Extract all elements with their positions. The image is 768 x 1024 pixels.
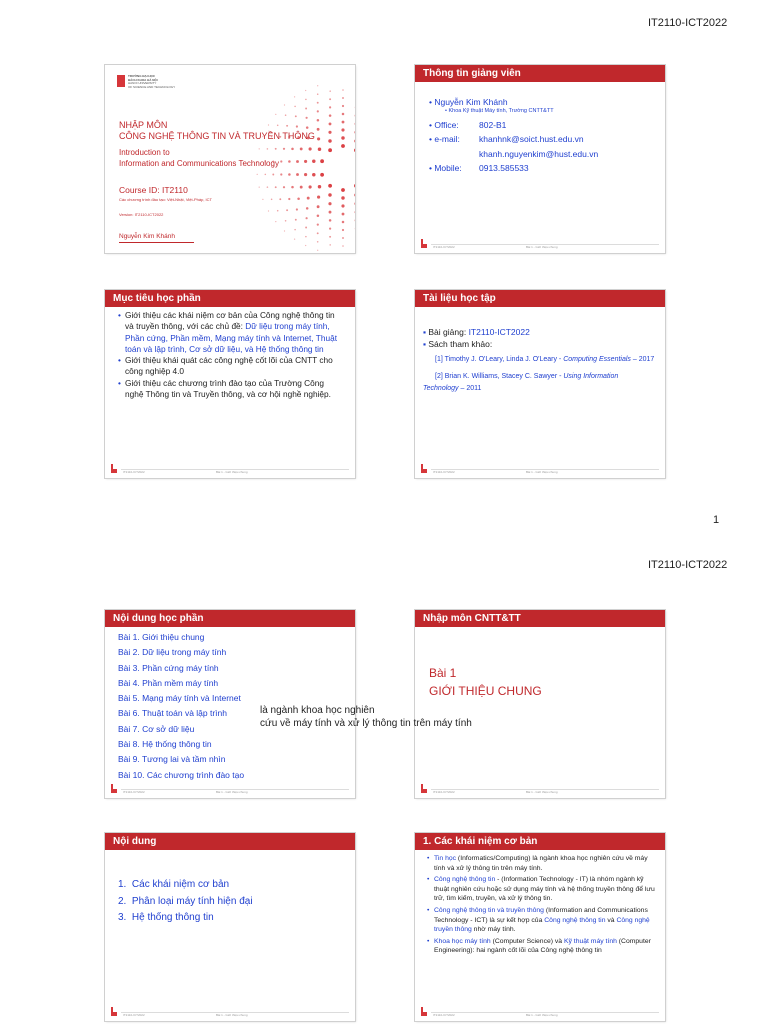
- office-value: 802-B1: [479, 119, 507, 130]
- lesson-item: Bài 10. Các chương trình đào tạo: [118, 769, 245, 780]
- decor-dot: [275, 186, 277, 188]
- ref-1-authors: [1] Timothy J. O'Leary, Linda J. O'Leary -: [435, 356, 564, 363]
- decor-dot: [305, 236, 307, 238]
- decor-dot: [305, 245, 306, 246]
- decor-dot: [354, 131, 355, 134]
- decor-dot: [286, 209, 288, 211]
- ref-1: [423, 354, 655, 367]
- overlay-line-2: cứu về máy tính và xử lý thông tin trên máy tính: [260, 718, 472, 729]
- outline-item-text: Các khái niệm cơ bản: [131, 879, 230, 890]
- decor-dot: [317, 196, 320, 199]
- lesson-item: Bài 7. Cơ sở dữ liệu: [118, 723, 195, 734]
- decor-dot: [318, 148, 321, 151]
- decor-dot: [329, 228, 331, 230]
- decor-dot: [296, 208, 298, 210]
- page-number: 1: [713, 514, 720, 526]
- decor-dot: [342, 89, 344, 91]
- lecture-row: ▪ Bài giảng: IT2110-ICT2022: [423, 327, 530, 337]
- concept-term: Công nghệ thông tin và truyền thông: [434, 906, 544, 914]
- decor-dot: [275, 114, 276, 115]
- slide-title-bar: [105, 833, 355, 850]
- objective-item: [125, 310, 343, 355]
- decor-dot: [341, 188, 345, 192]
- footer-course: IT2110-ICT2022: [433, 1013, 455, 1017]
- objective-text: Giới thiệu các khái niệm cơ bản của Công nghệ thông tin và truyền thông, với các chủ đề:: [125, 310, 335, 332]
- decor-dot: [328, 193, 331, 196]
- concept-term: Công nghệ truyền thông: [434, 916, 650, 934]
- concept-item: [434, 875, 658, 904]
- lesson-item: Bài 3. Phần cứng máy tính: [118, 662, 219, 673]
- decor-dot: [294, 96, 295, 97]
- slide-footer: [421, 785, 659, 793]
- concept-text: (Informatics/Computing) là ngành khoa học nghiên cứu về máy tính và xử lý thông tin trên máy tính.: [434, 855, 648, 872]
- decor-dot: [342, 221, 345, 224]
- decor-dot: [277, 125, 279, 127]
- decor-dot: [317, 205, 320, 208]
- mobile-label: Mobile:: [434, 163, 462, 173]
- footer-course: IT2110-ICT2022: [433, 790, 455, 794]
- decor-dot: [342, 121, 345, 124]
- refs-label: Sách tham khảo:: [428, 339, 493, 349]
- decor-dot: [320, 173, 324, 177]
- decor-dot: [280, 160, 282, 162]
- decor-dot: [329, 219, 332, 222]
- lesson-list: [118, 630, 244, 783]
- concept-item: [434, 906, 658, 935]
- logo-line: HANOI UNIVERSITY: [128, 81, 157, 86]
- decor-dot: [309, 147, 312, 150]
- decor-dot: [329, 122, 332, 125]
- decor-dot: [342, 213, 345, 216]
- decor-dot: [317, 215, 320, 218]
- decor-dot: [342, 105, 344, 107]
- decor-dot: [305, 227, 307, 229]
- slide-basic-concepts: [415, 833, 665, 1021]
- concept-term: Công nghệ thông tin: [434, 876, 496, 884]
- decor-dot: [306, 117, 308, 119]
- concept-term: Công nghệ thông tin: [544, 916, 606, 924]
- ref-1-title: Computing Essentials: [563, 356, 631, 363]
- footer-lesson: Bài 1 - Giới thiệu chung: [526, 470, 558, 474]
- decor-dot: [328, 131, 331, 134]
- decor-dot: [284, 230, 285, 231]
- decor-dot: [295, 219, 297, 221]
- concept-text: - (Information Technology - IT) là nhóm ngành kỹ thuật nghiên cứu hoặc sử dụng máy tính và hệ thống truyền thông để lưu trữ, tìm kiếm, truyền, và xử lý thông tin.: [434, 876, 655, 903]
- decor-dot: [329, 106, 331, 108]
- email-label: e-mail:: [434, 134, 460, 144]
- decor-dot: [318, 185, 321, 188]
- programs: Các chương trình đào tạo: Việt-Nhật, Việt-Pháp, ICT: [119, 197, 212, 202]
- decor-dot: [307, 197, 310, 200]
- lecturer-dept: • Khoa Kỹ thuật Máy tính, Trường CNTT&TT: [445, 107, 554, 114]
- footer-course: IT2110-ICT2022: [433, 245, 455, 249]
- decor-dot: [312, 160, 315, 163]
- footer-lesson: Bài 1 - Giới thiệu chung: [526, 245, 558, 249]
- outline-item: 2. Phân loại máy tính hiện đại: [118, 895, 253, 907]
- decor-dot: [259, 186, 260, 187]
- concepts-list: [434, 854, 658, 956]
- ref-2-year: – 2011: [458, 385, 482, 392]
- title-line-4: Information and Communications Technology: [119, 159, 279, 168]
- decor-dot: [275, 148, 277, 150]
- decor-dot: [305, 90, 306, 91]
- ref-2-title: Using Information Technology: [423, 372, 619, 392]
- decor-dot: [267, 148, 269, 150]
- decor-dot: [304, 160, 307, 163]
- outline-item: 3. Hệ thống thông tin: [118, 912, 214, 923]
- decor-dot: [317, 119, 320, 122]
- concept-text: (Computer Science) và: [490, 937, 564, 945]
- title-line-2: CÔNG NGHỆ THÔNG TIN VÀ TRUYỀN THÔNG: [119, 131, 315, 141]
- decor-dot: [304, 173, 307, 176]
- slide-title: Mục tiêu học phần: [113, 293, 201, 304]
- ref-1-year: – 2017: [630, 356, 655, 363]
- logo-line: OF SCIENCE AND TECHNOLOGY: [128, 84, 176, 89]
- decor-dot: [294, 106, 296, 108]
- ref-2-authors: [2] Brian K. Williams, Stacey C. Sawyer -: [435, 372, 564, 380]
- decor-dot: [280, 173, 282, 175]
- decor-dot: [328, 184, 332, 188]
- footer-lesson: Bài 1 - Giới thiệu chung: [216, 790, 248, 794]
- decor-dot: [296, 173, 299, 176]
- decor-dot: [275, 221, 276, 222]
- decor-dot: [279, 198, 281, 200]
- slide-title: Tài liệu học tập: [423, 293, 496, 304]
- decor-dot: [329, 244, 331, 246]
- decor-dot: [342, 113, 345, 116]
- slide-title: 1. Các khái niệm cơ bản: [423, 836, 538, 847]
- decor-dot: [283, 186, 285, 188]
- office-label: Office:: [434, 119, 459, 130]
- decor-dot: [306, 207, 309, 210]
- lecturer-info: [429, 95, 659, 176]
- decor-dot: [317, 224, 319, 226]
- decor-dot: [354, 139, 355, 142]
- decor-dot: [268, 210, 269, 211]
- footer-lesson: Bài 1 - Giới thiệu chung: [216, 1013, 248, 1017]
- slide-footer: [421, 1008, 659, 1016]
- title-line-1: NHẬP MÔN: [119, 120, 168, 130]
- decor-dot: [354, 184, 355, 188]
- decor-dot: [306, 126, 309, 129]
- decor-dot: [317, 85, 318, 86]
- decor-dot: [342, 245, 344, 247]
- email-value-2: khanh.nguyenkim@hust.edu.vn: [479, 148, 599, 159]
- author: Nguyễn Kim Khánh: [119, 233, 176, 240]
- lesson-item: Bài 1. Giới thiệu chung: [118, 632, 205, 642]
- outline-item-text: Phân loại máy tính hiện đại: [131, 895, 253, 907]
- decor-dot: [294, 238, 295, 239]
- decor-dot: [305, 108, 307, 110]
- mobile-row: • Mobile: 0913.585533: [429, 161, 659, 176]
- concept-text: (Computer Engineering): hai ngành cốt lõi của Công nghệ thông tin: [434, 937, 651, 955]
- decor-dot: [320, 159, 324, 163]
- decor-dot: [265, 174, 267, 176]
- decor-dot: [341, 136, 344, 139]
- decor-dot: [291, 148, 294, 151]
- objective-item: • Giới thiệu khái quát các công nghệ cốt lõi của CNTT cho công nghiệp 4.0: [125, 355, 343, 378]
- overlay-text: [260, 704, 472, 730]
- slide-title-bar: [415, 610, 665, 627]
- decor-dot: [328, 202, 331, 205]
- footer-lesson: Bài 1 - Giới thiệu chung: [526, 790, 558, 794]
- slide-title-bar: [105, 610, 355, 627]
- decor-dot: [297, 197, 300, 200]
- concept-text: và: [605, 916, 617, 924]
- mobile-value: 0913.585533: [479, 163, 529, 173]
- footer-course: IT2110-ICT2022: [123, 1013, 145, 1017]
- email-row: • e-mail: khanhnk@soict.hust.edu.vn: [429, 132, 659, 147]
- decor-dot: [341, 204, 344, 207]
- footer-course: IT2110-ICT2022: [123, 470, 145, 474]
- version: Version: IT2110-ICT2022: [119, 212, 164, 217]
- decor-dot: [268, 124, 269, 125]
- decor-dot: [296, 125, 298, 127]
- objective-topics: Dữ liệu trong máy tính, Phần cứng, Phần mềm, Mạng máy tính và Internet, Thuật toán và lập trình, Cơ sở dữ liệu, và Hệ thống thông tin: [125, 321, 338, 354]
- lesson-item: Bài 9. Tương lai và tầm nhìn: [118, 754, 226, 765]
- decor-dot: [284, 104, 285, 105]
- slide-objectives: [105, 290, 355, 478]
- lesson-item: Bài 4. Phần mềm máy tính: [118, 677, 219, 688]
- decor-dot: [328, 139, 331, 142]
- objectives-list: [125, 310, 343, 400]
- decor-dot: [317, 137, 320, 140]
- footer-lesson: Bài 1 - Giới thiệu chung: [216, 470, 248, 474]
- decor-dot: [354, 193, 355, 196]
- outline-item-text: Hệ thống thông tin: [131, 912, 214, 923]
- concept-text: (Information and Communications Technology - ICT) là sự kết hợp của: [434, 906, 648, 924]
- decor-dot: [285, 114, 287, 116]
- concept-term: Tin học: [434, 855, 457, 862]
- decor-dot: [283, 148, 285, 150]
- concept-term: Khoa học máy tính: [434, 937, 491, 945]
- lesson-item: Bài 2. Dữ liệu trong máy tính: [118, 647, 227, 658]
- decor-dot: [259, 148, 260, 149]
- email-row-2: [429, 147, 659, 162]
- slide-title-bar: [105, 290, 355, 307]
- page-header-top: IT2110-ICT2022: [648, 17, 728, 29]
- university-logo: [117, 75, 125, 87]
- decor-dot: [317, 232, 319, 234]
- logo-line: BÁCH KHOA HÀ NỘI: [128, 77, 158, 82]
- decor-dot: [328, 148, 332, 152]
- decor-dot: [286, 125, 288, 127]
- decor-dot: [329, 211, 332, 214]
- decor-dot: [296, 160, 299, 163]
- decor-dot: [288, 160, 291, 163]
- decor-dot: [262, 199, 263, 200]
- concept-text: nhờ máy tính.: [471, 926, 516, 934]
- decor-dot: [354, 148, 355, 152]
- overlay-line-1: là ngành khoa học nghiên: [260, 705, 375, 716]
- slide-lecturer: [415, 65, 665, 253]
- decor-dot: [305, 99, 307, 101]
- decor-dot: [317, 241, 319, 243]
- lesson-item: Bài 6. Thuật toán và lập trình: [118, 708, 227, 719]
- decor-dot: [317, 93, 319, 95]
- slide-title: Nội dung học phần: [113, 613, 204, 624]
- title-line-3: Introduction to: [119, 148, 170, 157]
- slide-footer: [111, 465, 349, 473]
- slide-title: Nội dung: [113, 836, 157, 847]
- slide-footer: [111, 1008, 349, 1016]
- author-underline: [119, 242, 194, 243]
- lecture-label: Bài giảng:: [428, 327, 469, 337]
- decor-dot: [267, 186, 269, 188]
- concept-term: Kỹ thuật máy tính: [563, 937, 617, 945]
- office-row: • Office: 802-B1: [429, 118, 659, 133]
- decor-dot: [329, 98, 331, 100]
- decor-dot: [317, 250, 318, 251]
- slide-footer: [421, 240, 659, 248]
- footer-course: IT2110-ICT2022: [123, 790, 145, 794]
- lesson-title: GIỚI THIỆU CHUNG: [429, 684, 542, 698]
- decor-dot: [288, 173, 291, 176]
- decor-dot: [329, 236, 331, 238]
- concept-item: [434, 854, 658, 873]
- decor-dot: [312, 173, 315, 176]
- objective-item: • Giới thiệu các chương trình đào tạo của Trường Công nghệ Thông tin và Truyền thông, và cơ hội nghề nghiệp.: [125, 378, 343, 401]
- lecture-value: IT2110-ICT2022: [468, 327, 530, 337]
- footer-lesson: Bài 1 - Giới thiệu chung: [526, 1013, 558, 1017]
- slide-materials: [415, 290, 665, 478]
- decor-dot: [294, 229, 296, 231]
- lecturer-name-row: • Nguyễn Kim Khánh: [429, 97, 508, 107]
- decor-dot: [329, 114, 332, 117]
- slide-title: Thông tin giảng viên: [423, 68, 521, 79]
- decor-dot: [341, 128, 344, 131]
- slide-title: Nhập môn CNTT&TT: [423, 613, 521, 624]
- decor-dot: [342, 229, 344, 231]
- slide-title-bar: [415, 290, 665, 307]
- slide-outline: [105, 833, 355, 1021]
- lecturer-name: Nguyễn Kim Khánh: [434, 97, 508, 107]
- decor-dot: [309, 185, 312, 188]
- outline-list: [118, 877, 253, 927]
- decor-dot: [342, 97, 344, 99]
- materials-content: [423, 326, 655, 396]
- decor-dot: [342, 237, 344, 239]
- slide-title-bar: [415, 833, 665, 850]
- decor-dot: [300, 147, 303, 150]
- decor-dot: [317, 110, 319, 112]
- concept-item: [434, 937, 658, 956]
- lesson-item: Bài 8. Hệ thống thông tin: [118, 739, 212, 750]
- decor-dot: [354, 202, 355, 205]
- slide-footer: [421, 465, 659, 473]
- email-value-1: khanhnk@soict.hust.edu.vn: [479, 134, 584, 144]
- decor-dot: [291, 186, 294, 189]
- ref-2: [423, 371, 655, 396]
- logo-line: TRƯỜNG ĐẠI HỌC: [128, 74, 156, 78]
- decor-dot: [306, 217, 308, 219]
- decor-dot: [277, 210, 279, 212]
- decor-dot: [285, 220, 287, 222]
- footer-course: IT2110-ICT2022: [433, 470, 455, 474]
- university-logo-text: [128, 75, 175, 89]
- decor-dot: [271, 199, 273, 201]
- dot-pattern: [223, 83, 355, 253]
- slide-title: [105, 65, 355, 253]
- lesson-item: Bài 5. Mạng máy tính và Internet: [118, 693, 241, 704]
- decor-dot: [329, 90, 331, 92]
- slide-footer: [111, 785, 349, 793]
- decor-dot: [295, 115, 297, 117]
- refs-row: ▪ Sách tham khảo:: [423, 339, 493, 349]
- slide-title-bar: [415, 65, 665, 82]
- lesson-number: Bài 1: [429, 666, 457, 680]
- decor-dot: [317, 102, 319, 104]
- course-id: Course ID: IT2110: [119, 185, 188, 195]
- page-header-bottom: IT2110-ICT2022: [648, 559, 728, 571]
- outline-item: 1. Các khái niệm cơ bản: [118, 879, 230, 890]
- decor-dot: [300, 186, 303, 189]
- decor-dot: [317, 128, 320, 131]
- decor-dot: [341, 196, 344, 199]
- decor-dot: [288, 198, 290, 200]
- lecturer-dept-text: Khoa Kỹ thuật Máy tính, Trường CNTT&TT: [448, 107, 554, 114]
- decor-dot: [341, 144, 345, 148]
- decor-dot: [257, 174, 258, 175]
- decor-dot: [272, 174, 274, 176]
